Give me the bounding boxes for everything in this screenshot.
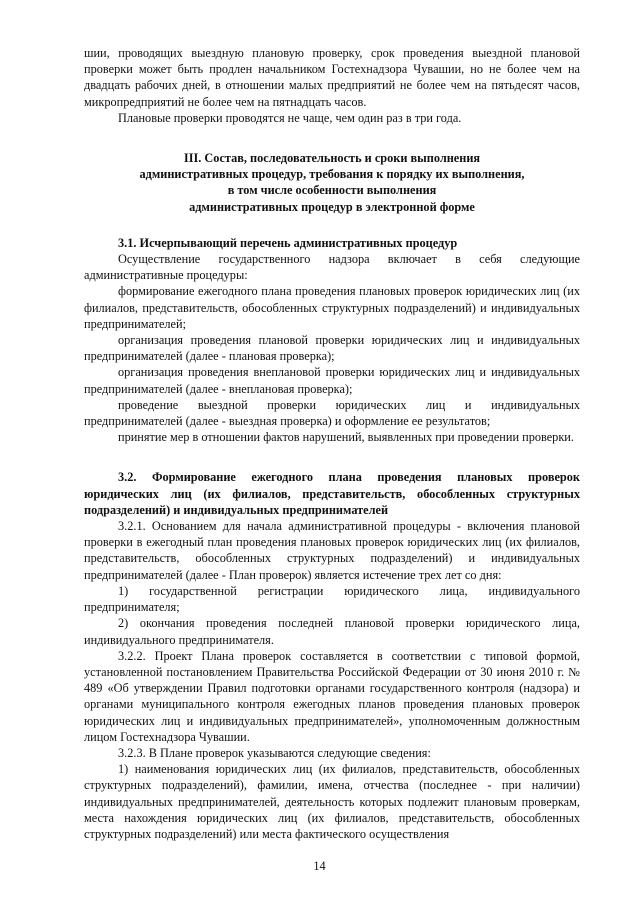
section-title-line: административных процедур в электронной форме [189,199,475,214]
list-item: 1) наименования юридических лиц (их филиалов, представительств, обособленных структурных подразделений), фамилии, имена, отчества (последнее - при наличии) индивидуальных предпринимателей, деятельность которых подлежит плановым проверкам, места нахождения юридических лиц (их филиалов, представительств, обособленных структурных подразделений) или места фактического осуществления [84,762,580,841]
section-title-line: в том числе особенности выполнения [227,183,437,198]
subsection-heading-3-2: 3.2. Формирование ежегодного плана проведения плановых проверок юридических лиц (их филиалов, представительств, обособленных структурных подразделений) и индивидуальных предпринимателей [84,470,580,517]
list-item: организация проведения внеплановой проверки юридических лиц и индивидуальных предпринимателей (далее - внеплановая проверка); [84,365,580,396]
list-item: организация проведения плановой проверки юридических лиц и индивидуальных предпринимателей (далее - плановая проверка); [84,333,580,364]
paragraph: Осуществление государственного надзора включает в себя следующие административные процедуры: [84,252,580,283]
list-item: 1) государственной регистрации юридического лица, индивидуального предпринимателя; [84,583,580,615]
paragraph: 3.2.1. Основанием для начала административной процедуры - включения плановой проверки в ежегодный план проведения плановых проверок юридических лиц (их филиалов, представительств, обособленных структурных подразделений) и индивидуальных предпринимателей (далее - План проверок) является истечение трех лет со дня: [84,519,580,582]
paragraph: 3.2.3. В Плане проверок указываются следующие сведения: [118,745,431,760]
page-number: 14 [313,859,326,873]
list-item: принятие мер в отношении фактов нарушений, выявленных при проведении проверки. [118,430,574,445]
section-title-line: административных процедур, требования к порядку их выполнения, [139,167,525,182]
section-title [84,150,580,215]
list-item: 2) окончания проведения последней плановой проверки юридического лица, индивидуального предпринимателя. [84,616,580,647]
intro-paragraph: Плановые проверки проводятся не чаще, чем один раз в три года. [118,110,462,125]
subsection-heading-3-1: 3.1. Исчерпывающий перечень административных процедур [118,235,458,250]
paragraph: 3.2.2. Проект Плана проверок составляется в соответствии с типовой формой, установленной постановлением Правительства Российской Федерации от 30 июня 2010 г. № 489 «Об утверждении Правил подготовки органами государственного контроля (надзора) и органами муниципального контроля ежегодных планов проведения плановых проверок юридических лиц и индивидуальных предпринимателей», уполномоченным должностным лицом Гостехнадзора Чувашии. [84,648,580,744]
intro-continuation: шии, проводящих выездную плановую проверку, срок проведения выездной плановой проверки может быть продлен начальником Гостехнадзора Чувашии, но не более чем на двадцать рабочих дней, в отношении малых предприятий не более чем на пятьдесят часов, микропредприятий не более чем на пятнадцать часов. [84,46,580,109]
list-item: проведение выездной проверки юридических лиц и индивидуальных предпринимателей (далее - выездная проверка) и оформление ее результатов; [84,397,580,429]
list-item: формирование ежегодного плана проведения плановых проверок юридических лиц (их филиалов, представительств, обособленных структурных подразделений) и индивидуальных предпринимателей; [84,284,580,331]
section-title-line: III. Состав, последовательность и сроки выполнения [183,151,481,166]
